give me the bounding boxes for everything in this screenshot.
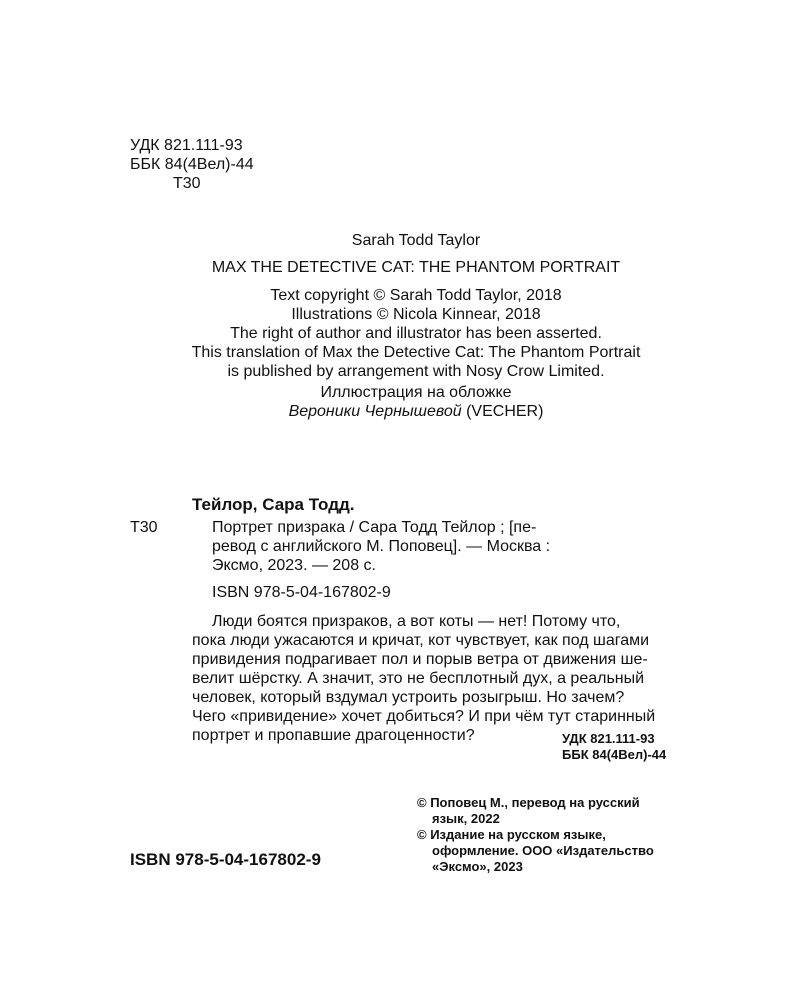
copyright-note-line: «Эксмо», 2023 [432,859,523,874]
biblio-description-line: Эксмо, 2023. — 208 с. [212,557,376,574]
annotation-line: пока люди ужасаются и кричат, кот чувствует, как под шагами [192,632,650,649]
annotation [192,612,700,745]
artist-name: Вероники Чернышевой [288,403,462,420]
original-title-block [0,231,800,277]
biblio-author-mark: Т30 [130,519,158,536]
udk-code: УДК 821.111-93 [130,137,243,154]
copyright-line: The right of author and illustrator has been asserted. [230,325,602,342]
artist-studio: (VECHER) [461,403,544,420]
original-title: MAX THE DETECTIVE CAT: THE PHANTOM PORTRAIT [211,259,621,276]
original-author: Sarah Todd Taylor [351,232,481,249]
cover-illustration-credit [0,383,800,421]
biblio-description-line: ревод с английского М. Поповец]. — Москва : [212,538,551,555]
copyright-line: This translation of Max the Detective Cat: The Phantom Portrait [191,344,641,361]
copyright-note-line: © Издание на русском языке, [417,827,606,842]
udk-code: УДК 821.111-93 [562,731,655,746]
bbk-code: ББК 84(4Вел)-44 [562,747,667,762]
copyright-line: Illustrations © Nicola Kinnear, 2018 [291,306,541,323]
annotation-line: Чего «привидение» хочет добиться? И при чём тут старинный [192,708,656,725]
biblio-isbn: ISBN 978-5-04-167802-9 [212,584,391,601]
annotation-line: велит шёрстку. А значит, это не бесплотный дух, а реальный [192,670,645,687]
copyright-note-line: © Поповец М., перевод на русский [417,795,640,810]
annotation-line: привидения подрагивает пол и порыв ветра от движения ше- [192,651,648,668]
copyright-note-line: язык, 2022 [432,811,500,826]
translation-copyright-notes [417,795,654,875]
bbk-code: ББК 84(4Вел)-44 [130,156,254,173]
annotation-line: Люди боятся призраков, а вот коты — нет! Потому что, [212,613,621,630]
annotation-line: человек, который вздумал устроить розыгрыш. Но зачем? [192,689,625,706]
biblio-author: Тейлор, Сара Тодд. [192,495,355,514]
cover-credit-label: Иллюстрация на обложке [320,384,512,401]
classification-block-top [130,136,254,193]
original-copyright-block [0,286,800,381]
copyright-line: is published by arrangement with Nosy Crow Limited. [227,363,605,380]
classification-block-bottom [562,731,666,763]
cover-credit-artist [0,402,800,421]
copyright-note-line: оформление. ООО «Издательство [432,843,654,858]
annotation-line: портрет и пропавшие драгоценности? [192,727,475,744]
isbn-bottom: ISBN 978-5-04-167802-9 [130,850,321,869]
biblio-description [212,518,700,575]
biblio-description-line: Портрет призрака / Сара Тодд Тейлор ; [пе- [212,519,537,536]
author-mark: Т30 [173,175,201,192]
copyright-line: Text copyright © Sarah Todd Taylor, 2018 [270,287,562,304]
